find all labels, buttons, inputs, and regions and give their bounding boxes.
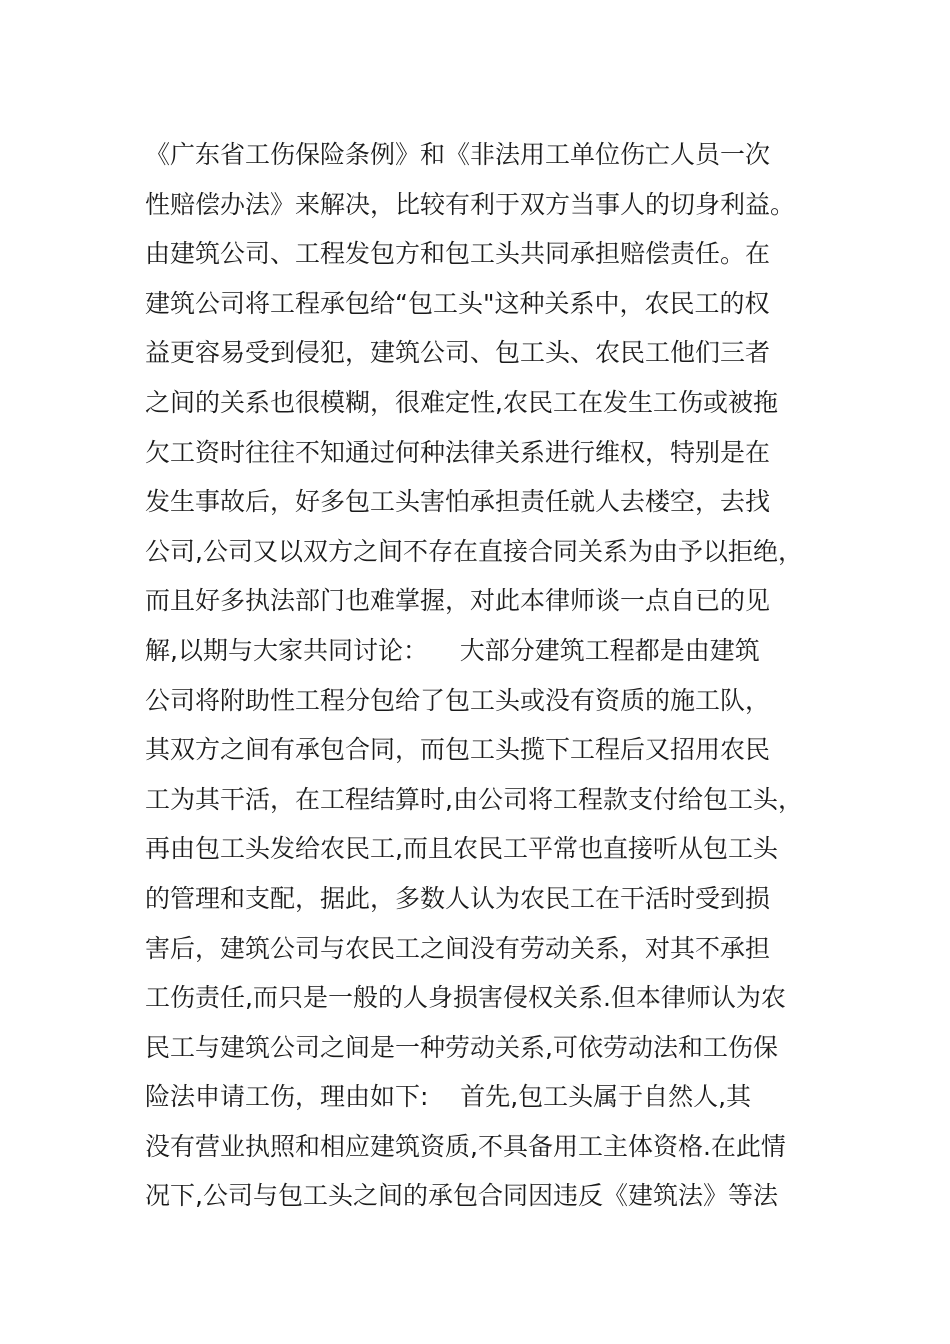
text-line-10: 而且好多执法部门也难掌握，对此本律师谈一点自已的见 — [145, 586, 771, 616]
text-line-8: 发生事故后，好多包工头害怕承担责任就人去楼空，去找 — [145, 487, 771, 517]
text-line-17: 害后，建筑公司与农民工之间没有劳动关系，对其不承担 — [145, 933, 771, 963]
text-line-16: 的管理和支配，据此，多数人认为农民工在干活时受到损 — [145, 883, 771, 913]
text-line-18: 工伤责任,而只是一般的人身损害侵权关系.但本律师认为农 — [145, 983, 786, 1013]
text-line-21: 没有营业执照和相应建筑资质,不具备用工主体资格.在此情 — [145, 1131, 786, 1161]
text-line-2: 性赔偿办法》来解决，比较有利于双方当事人的切身利益。 — [145, 189, 796, 219]
text-line-19: 民工与建筑公司之间是一种劳动关系,可依劳动法和工伤保 — [145, 1032, 778, 1062]
text-line-3: 由建筑公司、工程发包方和包工头共同承担赔偿责任。在 — [145, 239, 771, 269]
text-line-12: 公司将附助性工程分包给了包工头或没有资质的施工队， — [145, 685, 771, 715]
text-line-14: 工为其干活，在工程结算时,由公司将工程款支付给包工头， — [145, 784, 803, 814]
text-line-15: 再由包工头发给农民工,而且农民工平常也直接听从包工头 — [145, 834, 778, 864]
text-line-13: 其双方之间有承包合同，而包工头揽下工程后又招用农民 — [145, 735, 771, 765]
body-text — [145, 130, 825, 1221]
text-line-20: 险法申请工伤，理由如下: 首先,包工头属于自然人,其 — [145, 1082, 752, 1112]
text-line-11: 解,以期与大家共同讨论： 大部分建筑工程都是由建筑 — [145, 635, 760, 665]
text-line-1: 《广东省工伤保险条例》和《非法用工单位伤亡人员一次 — [145, 140, 771, 169]
text-line-22: 况下,公司与包工头之间的承包合同因违反《建筑法》等法 — [145, 1181, 778, 1211]
text-line-9: 公司,公司又以双方之间不存在直接合同关系为由予以拒绝， — [145, 536, 803, 566]
text-line-4: 建筑公司将工程承包给“包工头"这种关系中，农民工的权 — [145, 288, 770, 318]
text-line-5: 益更容易受到侵犯，建筑公司、包工头、农民工他们三者 — [145, 338, 771, 368]
text-line-6: 之间的关系也很模糊，很难定性,农民工在发生工伤或被拖 — [145, 387, 778, 417]
text-line-7: 欠工资时往往不知通过何种法律关系进行维权，特别是在 — [145, 437, 771, 467]
